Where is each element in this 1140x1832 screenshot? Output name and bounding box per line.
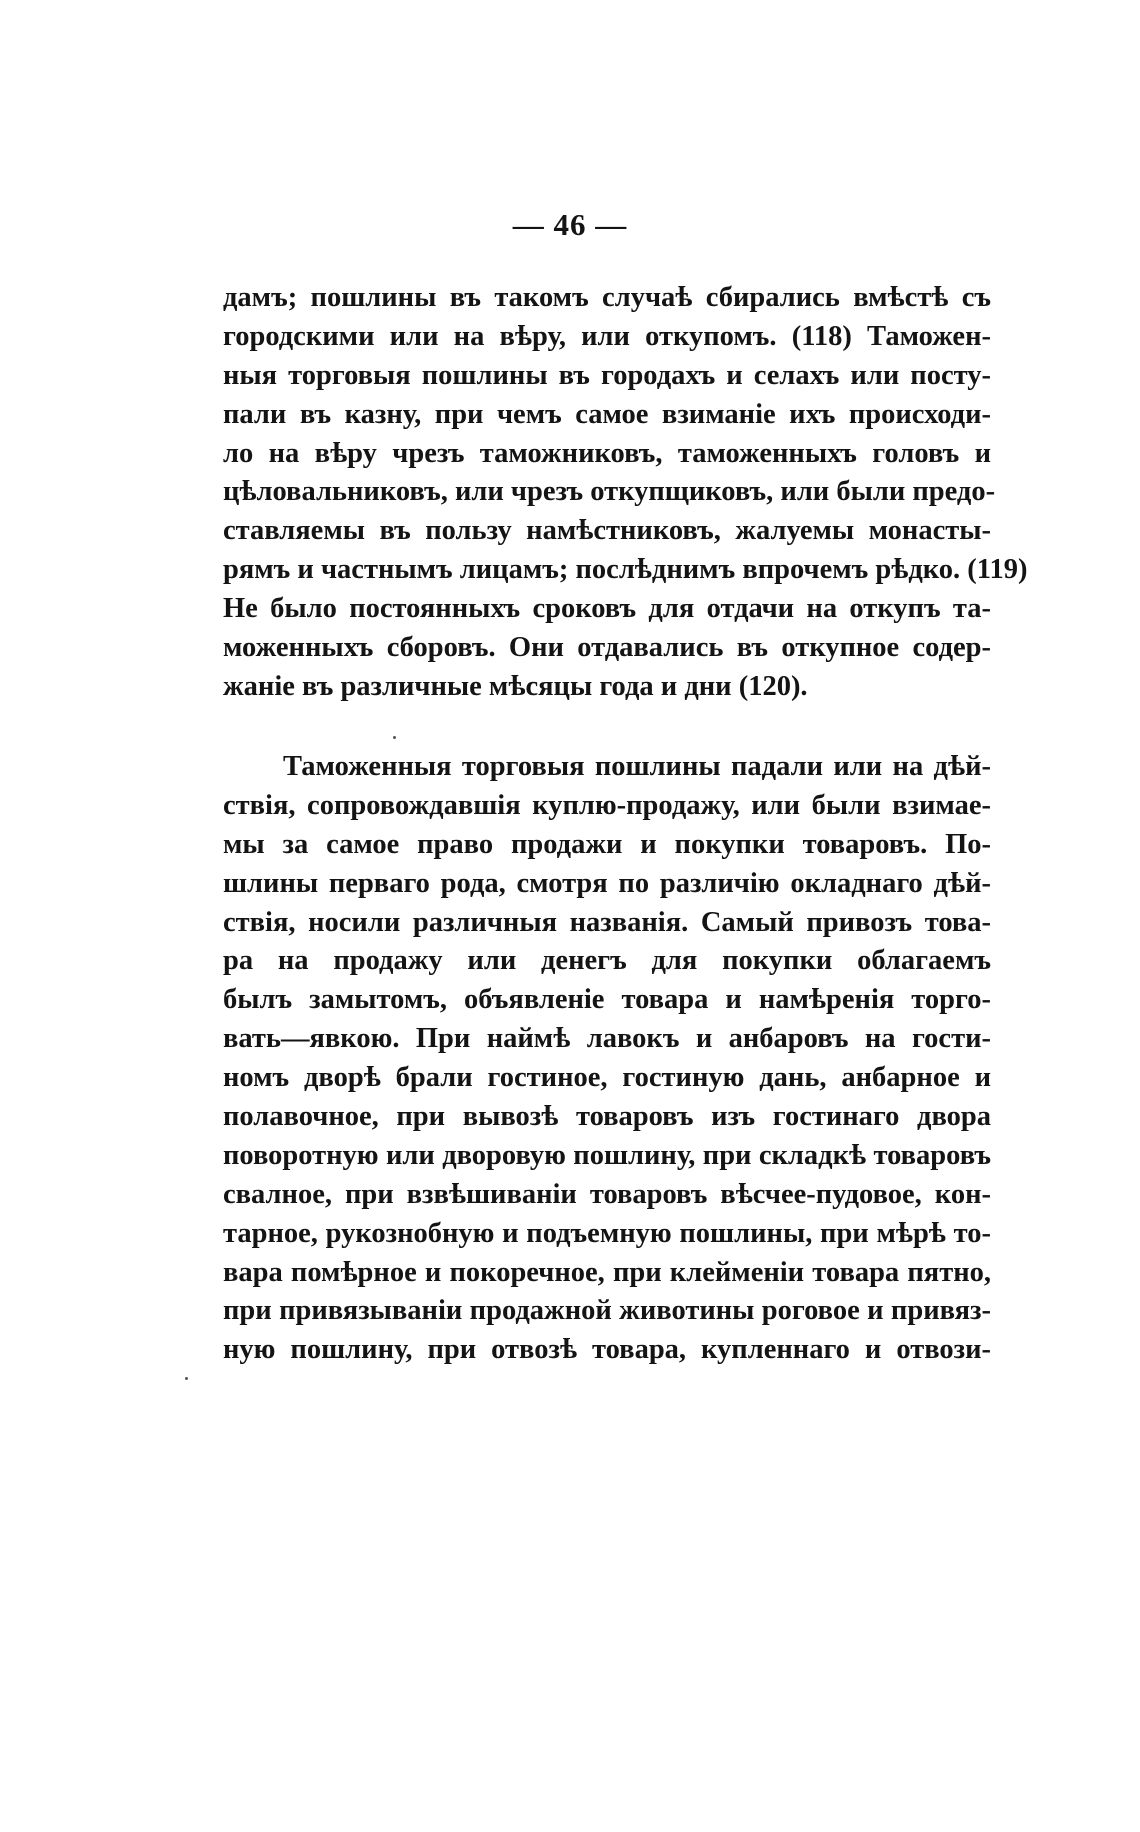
text-line: Таможенныя торговыя пошлины падали или на дѣй- [283, 751, 991, 782]
paragraph-1 [223, 279, 1028, 707]
text-line: дамъ; пошлины въ такомъ случаѣ сбирались вмѣстѣ съ [223, 282, 991, 313]
text-line: вать—явкою. При наймѣ лавокъ и анбаровъ на гости- [223, 1023, 991, 1055]
text-line: ставляемы въ пользу намѣстниковъ, жалуемы монасты- [223, 515, 991, 547]
text-line: ную пошлину, при отвозѣ товара, купленнаго и отвози- [223, 1334, 991, 1366]
text-line: ра на продажу или денегъ для покупки облагаемъ [223, 945, 991, 977]
text-line: ло на вѣру чрезъ таможниковъ, таможенныхъ головъ и [223, 437, 991, 469]
text-line: цѣловальниковъ, или чрезъ откупщиковъ, или были предо- [223, 476, 996, 508]
page-number: — 46 — [512, 207, 628, 242]
text-line: моженныхъ сборовъ. Они отдавались въ откупное содер- [223, 632, 991, 664]
text-line: свалное, при взвѣшиваніи товаровъ вѣсчее-пудовое, кон- [223, 1178, 991, 1210]
text-line: номъ дворѣ брали гостиное, гостиную дань, анбарное и [223, 1062, 991, 1094]
text-line: поворотную или дворовую пошлину, при складкѣ товаровъ [223, 1139, 991, 1171]
text-line: вара помѣрное и покоречное, при клейменіи товара пятно, [223, 1256, 991, 1288]
text-line: шлины перваго рода, смотря по различію окладнаго дѣй- [223, 867, 991, 899]
text-line: ствія, носили различныя названія. Самый привозъ това- [223, 906, 991, 938]
text-line: пали въ казну, при чемъ самое взиманіе ихъ происходи- [223, 398, 991, 430]
text-line: городскими или на вѣру, или откупомъ. (118) Таможен- [223, 320, 991, 352]
text-line: былъ замытомъ, объявленіе товара и намѣренія торго- [223, 984, 991, 1016]
scan-speck [185, 1377, 188, 1380]
text-line: тарное, рукознобную и подъемную пошлины, при мѣрѣ то- [223, 1217, 991, 1249]
text-line: мы за самое право продажи и покупки товаровъ. По- [223, 828, 991, 860]
text-line: при привязываніи продажной животины роговое и привяз- [223, 1295, 991, 1327]
text-line: рямъ и частнымъ лицамъ; послѣднимъ впрочемъ рѣдко. (119) [223, 554, 1028, 586]
text-line: жаніе въ различные мѣсяцы года и дни (120). [223, 670, 808, 702]
text-line: полавочное, при вывозѣ товаровъ изъ гостинаго двора [223, 1101, 991, 1133]
scan-speck [393, 736, 396, 739]
text-line: ствія, сопровождавшія куплю-продажу, или были взимае- [223, 789, 991, 821]
text-line: ныя торговыя пошлины въ городахъ и селахъ или посту- [223, 359, 991, 391]
text-line: Не было постоянныхъ сроковъ для отдачи на откупъ та- [223, 593, 991, 625]
paragraph-2 [223, 748, 991, 1370]
